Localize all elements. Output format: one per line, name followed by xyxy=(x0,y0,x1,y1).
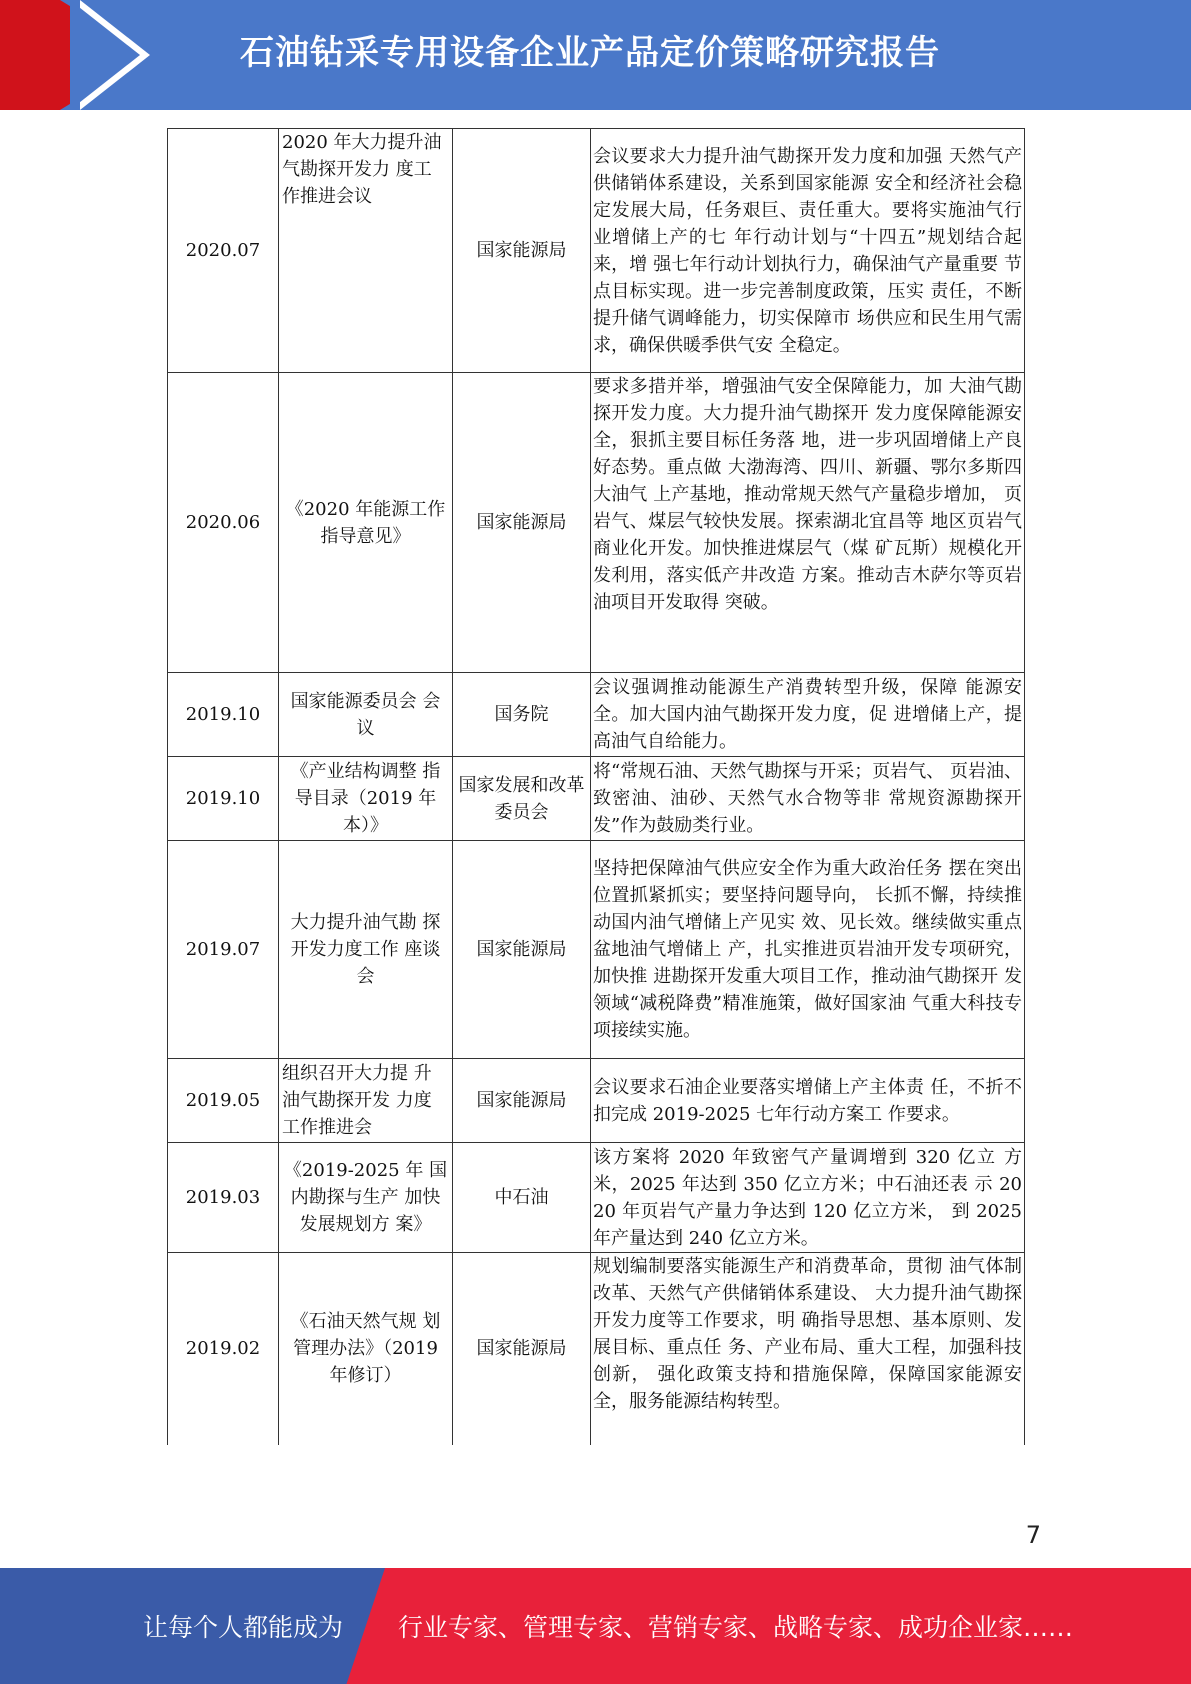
row-content: 要求多措并举，增强油气安全保障能力，加 大油气勘探开发力度。大力提升油气勘探开 发力度保障能源安全，狠抓主要目标任务落 地，进一步巩固增储上产良好态势。重点做 大渤海湾、四川、新疆、鄂尔多斯四大油气 上产基地，推动常规天然气产量稳步增加， 页岩气、煤层气较快发展。探索湖北宜昌等 地区页岩气商业化开发。加快推进煤层气（煤 矿瓦斯）规模化开发利用，落实低产井改造 方案。推动吉木萨尔等页岩油项目开发取得 突破。 xyxy=(591,373,1025,673)
row-title: 《产业结构调整 指导目录（2019 年本）》 xyxy=(279,757,453,841)
row-org: 国家能源局 xyxy=(453,129,591,373)
page-number: 7 xyxy=(1025,1521,1041,1549)
row-org: 国家能源局 xyxy=(453,1059,591,1143)
row-content: 会议强调推动能源生产消费转型升级，保障 能源安全。加大国内油气勘探开发力度，促 进增储上产，提高油气自给能力。 xyxy=(591,673,1025,757)
row-content: 将“常规石油、天然气勘探与开采；页岩气、 页岩油、致密油、油砂、天然气水合物等非 常规资源勘探开发”作为鼓励类行业。 xyxy=(591,757,1025,841)
row-content: 规划编制要落实能源生产和消费革命，贯彻 油气体制改革、天然气产供储销体系建设、 大力提升油气勘探开发力度等工作要求，明 确指导思想、基本原则、发展目标、重点任 务、产业布局、重大工程，加强科技创新， 强化政策支持和措施保障，保障国家能源安 全，服务能源结构转型。 xyxy=(591,1253,1025,1445)
table-row xyxy=(168,1253,1025,1445)
row-date: 2019.05 xyxy=(168,1059,279,1143)
row-date: 2020.06 xyxy=(168,373,279,673)
table-row xyxy=(168,757,1025,841)
page-header xyxy=(0,0,1191,110)
row-content: 会议要求大力提升油气勘探开发力度和加强 天然气产供储销体系建设，关系到国家能源 安全和经济社会稳定发展大局，任务艰巨、责任重大。要将实施油气行业增储上产的七 年行动计划与“十四五”规划结合起来，增 强七年行动计划执行力，确保油气产量重要 节点目标实现。进一步完善制度政策，压实 责任，不断提升储气调峰能力，切实保障市 场供应和民生用气需求，确保供暖季供气安 全稳定。 xyxy=(591,129,1025,373)
table-row xyxy=(168,841,1025,1059)
row-date: 2019.10 xyxy=(168,757,279,841)
row-title: 组织召开大力提 升油气勘探开发 力度工作推进会 xyxy=(279,1059,453,1143)
table-row xyxy=(168,1059,1025,1143)
row-org: 国家能源局 xyxy=(453,1253,591,1445)
table-row xyxy=(168,1143,1025,1253)
row-title: 《2019-2025 年 国内勘探与生产 加快发展规划方 案》 xyxy=(279,1143,453,1253)
header-red-block xyxy=(0,0,60,110)
header-chevron-inner xyxy=(70,0,140,110)
row-org: 国家能源局 xyxy=(453,373,591,673)
page-footer xyxy=(0,1568,1191,1684)
row-title: 《石油天然气规 划管理办法》（2019 年修订） xyxy=(279,1253,453,1445)
row-org: 国家能源局 xyxy=(453,841,591,1059)
table-row xyxy=(168,673,1025,757)
row-title: 2020 年大力提升油气勘探开发力 度工作推进会议 xyxy=(279,129,453,373)
row-title: 《2020 年能源工作指导意见》 xyxy=(279,373,453,673)
row-org: 中石油 xyxy=(453,1143,591,1253)
row-title: 大力提升油气勘 探开发力度工作 座谈会 xyxy=(279,841,453,1059)
table-row xyxy=(168,129,1025,373)
row-date: 2019.10 xyxy=(168,673,279,757)
policy-table xyxy=(167,128,1025,1445)
row-org: 国务院 xyxy=(453,673,591,757)
row-date: 2020.07 xyxy=(168,129,279,373)
table-row xyxy=(168,373,1025,673)
report-title: 石油钻采专用设备企业产品定价策略研究报告 xyxy=(240,33,940,73)
row-content: 坚持把保障油气供应安全作为重大政治任务 摆在突出位置抓紧抓实；要坚持问题导向， 长抓不懈，持续推动国内油气增储上产见实 效、见长效。继续做实重点盆地油气增储上 产，扎实推进页岩油开发专项研究，加快推 进勘探开发重大项目工作，推动油气勘探开 发领域“减税降费”精准施策，做好国家油 气重大科技专项接续实施。 xyxy=(591,841,1025,1059)
row-content: 会议要求石油企业要落实增储上产主体责 任，不折不扣完成 2019-2025 七年行动方案工 作要求。 xyxy=(591,1059,1025,1143)
row-org: 国家发展和改革委员会 xyxy=(453,757,591,841)
row-date: 2019.07 xyxy=(168,841,279,1059)
row-date: 2019.03 xyxy=(168,1143,279,1253)
row-title: 国家能源委员会 会议 xyxy=(279,673,453,757)
footer-slogan-left: 让每个人都能成为 xyxy=(143,1613,344,1642)
row-content: 该方案将 2020 年致密气产量调增到 320 亿立 方米，2025 年达到 350 亿立方米；中石油还表 示 2020 年页岩气产量力争达到 120 亿立方米， 到 2025 年产量达到 240 亿立方米。 xyxy=(591,1143,1025,1253)
footer-slogan-right: 行业专家、管理专家、营销专家、战略专家、成功企业家…… xyxy=(398,1613,1074,1642)
row-date: 2019.02 xyxy=(168,1253,279,1445)
